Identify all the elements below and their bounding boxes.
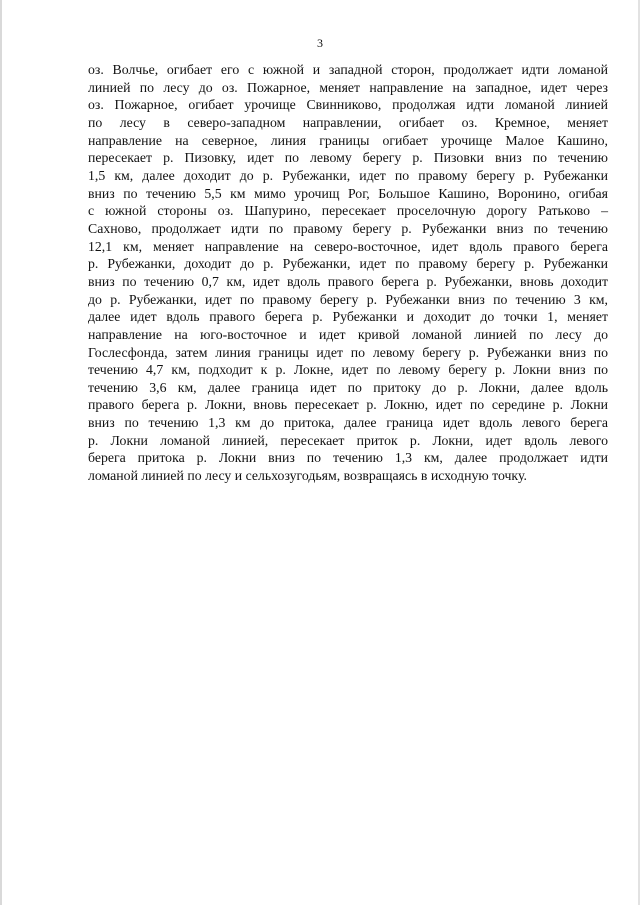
text-line: вниз по течению 5,5 км мимо урочищ Рог, Большое Кашино, Воронино, огибая (88, 185, 608, 201)
text-line: берега притока р. Локни вниз по течению 1,3 км, далее продолжает идти (88, 450, 608, 466)
text-line: вниз по течению 1,3 км до притока, далее граница идет вдоль левого берега (88, 415, 608, 431)
text-line: пересекает р. Пизовку, идет по левому берегу р. Пизовки вниз по течению (88, 150, 608, 166)
text-line: ломаной линией по лесу и сельхозугодьям, возвращаясь в исходную точку. (88, 468, 527, 484)
text-line: до р. Рубежанки, идет по правому берегу р. Рубежанки вниз по течению 3 км, (88, 291, 608, 307)
text-line: оз. Волчье, огибает его с южной и западной сторон, продолжает идти ломаной (88, 62, 608, 77)
text-line: по лесу в северо-западном направлении, огибает оз. Кремное, меняет (88, 114, 608, 130)
text-line: течению 3,6 км, далее граница идет по притоку до р. Локни, далее вдоль (88, 379, 608, 395)
text-line: р. Рубежанки, доходит до р. Рубежанки, идет по правому берегу р. Рубежанки (88, 256, 608, 272)
text-line: течению 4,7 км, подходит к р. Локне, идет по левому берегу р. Локни вниз по (88, 362, 608, 378)
scan-edge-left (0, 0, 2, 905)
body-paragraph (88, 61, 608, 485)
text-line: направление на юго-восточное и идет кривой ломаной линией по лесу до (88, 326, 608, 342)
page-number: 3 (317, 36, 323, 50)
text-line: 1,5 км, далее доходит до р. Рубежанки, идет по правому берегу р. Рубежанки (88, 167, 608, 183)
text-line: направление на северное, линия границы огибает урочище Малое Кашино, (88, 132, 608, 148)
text-line: Сахново, продолжает идти по правому берегу р. Рубежанки вниз по течению (88, 220, 608, 236)
text-line: 12,1 км, меняет направление на северо-восточное, идет вдоль правого берега (88, 238, 608, 254)
text-line: вниз по течению 0,7 км, идет вдоль правого берега р. Рубежанки, вновь доходит (88, 273, 608, 289)
text-line: с южной стороны оз. Шапурино, пересекает проселочную дорогу Ратьково – (88, 203, 608, 219)
text-line: линией по лесу до оз. Пожарное, меняет направление на западное, идет через (88, 79, 608, 95)
text-line: Гослесфонда, затем линия границы идет по левому берегу р. Рубежанки вниз по (88, 344, 608, 360)
text-line: правого берега р. Локни, вновь пересекает р. Локню, идет по середине р. Локни (88, 397, 608, 413)
text-line: далее идет вдоль правого берега р. Рубежанки и доходит до точки 1, меняет (88, 309, 608, 325)
text-line: р. Локни ломаной линией, пересекает приток р. Локни, идет вдоль левого (88, 432, 608, 448)
text-line: оз. Пожарное, огибает урочище Свинниково, продолжая идти ломаной линией (88, 97, 608, 113)
